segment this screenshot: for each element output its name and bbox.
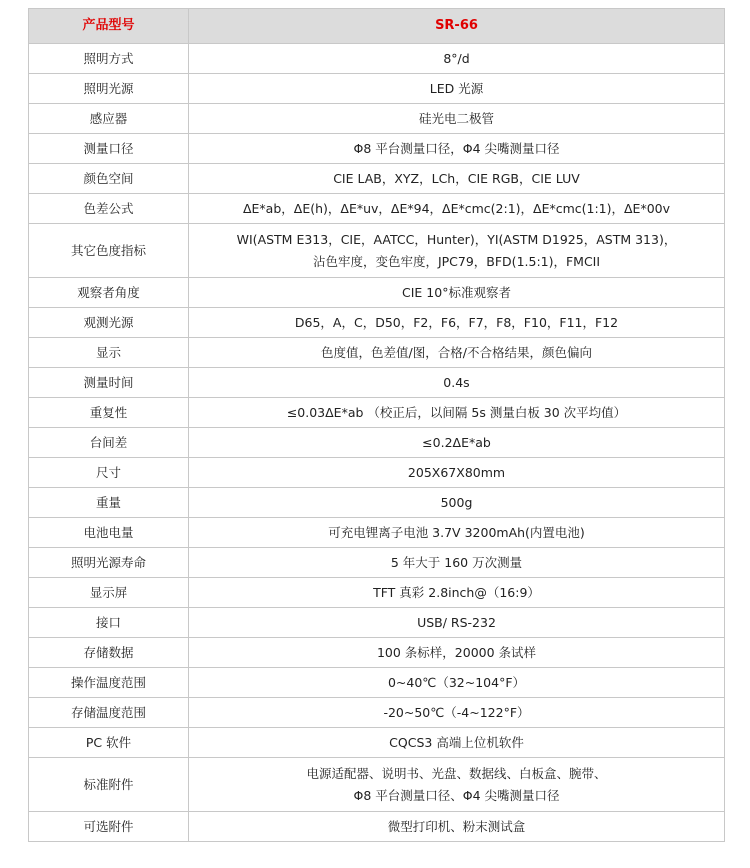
spec-value-line: 硅光电二极管 bbox=[418, 110, 494, 126]
spec-row bbox=[29, 398, 725, 428]
spec-value-line: USB/ RS-232 bbox=[417, 614, 496, 630]
spec-value-line: LED 光源 bbox=[429, 80, 484, 96]
spec-value-line: ΔE*ab，ΔE(h)，ΔE*uv，ΔE*94，ΔE*cmc(2:1)，ΔE*cmc(1:1)，ΔE*00v bbox=[242, 200, 671, 216]
spec-label: 重量 bbox=[29, 488, 189, 518]
spec-label: PC 软件 bbox=[29, 728, 189, 758]
spec-row bbox=[29, 134, 725, 164]
spec-value bbox=[189, 338, 725, 368]
spec-label: 色差公式 bbox=[29, 194, 189, 224]
spec-value-line: Φ8 平台测量口径，Φ4 尖嘴测量口径 bbox=[353, 140, 560, 156]
spec-value bbox=[189, 398, 725, 428]
spec-label: 可选附件 bbox=[29, 812, 189, 842]
spec-value-line: CQCS3 高端上位机软件 bbox=[389, 734, 524, 750]
spec-value bbox=[189, 458, 725, 488]
spec-label: 观测光源 bbox=[29, 308, 189, 338]
spec-value bbox=[189, 44, 725, 74]
spec-value-line: 0~40℃（32~104°F） bbox=[387, 674, 526, 690]
spec-row bbox=[29, 488, 725, 518]
spec-label: 台间差 bbox=[29, 428, 189, 458]
spec-value bbox=[189, 368, 725, 398]
spec-table bbox=[28, 8, 725, 842]
spec-row bbox=[29, 812, 725, 842]
spec-value-line: CIE 10°标准观察者 bbox=[402, 284, 511, 300]
spec-value-line: WI(ASTM E313，CIE，AATCC，Hunter)，YI(ASTM D1925，ASTM 313)， bbox=[236, 231, 677, 247]
spec-label: 重复性 bbox=[29, 398, 189, 428]
spec-value bbox=[189, 812, 725, 842]
spec-row bbox=[29, 308, 725, 338]
spec-row bbox=[29, 104, 725, 134]
spec-value-line: TFT 真彩 2.8inch@（16:9） bbox=[373, 584, 540, 600]
spec-label: 存储温度范围 bbox=[29, 698, 189, 728]
spec-value bbox=[189, 428, 725, 458]
spec-value-line: 500g bbox=[440, 494, 473, 510]
spec-value bbox=[189, 194, 725, 224]
spec-value-line: ≤0.03ΔE*ab （校正后，以间隔 5s 测量白板 30 次平均值） bbox=[286, 404, 627, 420]
spec-value-line: D65，A，C，D50，F2，F6，F7，F8，F10，F11，F12 bbox=[294, 314, 619, 330]
spec-label: 照明方式 bbox=[29, 44, 189, 74]
spec-row bbox=[29, 428, 725, 458]
spec-value-line: 可充电锂离子电池 3.7V 3200mAh(内置电池) bbox=[328, 524, 585, 540]
spec-label: 显示屏 bbox=[29, 578, 189, 608]
spec-value-line: 沾色牢度，变色牢度，JPC79，BFD(1.5:1)，FMCII bbox=[312, 253, 601, 269]
spec-value-line: -20~50℃（-4~122°F） bbox=[383, 704, 530, 720]
spec-label: 存储数据 bbox=[29, 638, 189, 668]
spec-row bbox=[29, 608, 725, 638]
spec-label: 电池电量 bbox=[29, 518, 189, 548]
spec-label: 测量时间 bbox=[29, 368, 189, 398]
spec-row bbox=[29, 278, 725, 308]
spec-label: 显示 bbox=[29, 338, 189, 368]
spec-value-line: 电源适配器、说明书、光盘、数据线、白板盒、腕带、 bbox=[306, 765, 607, 781]
spec-value-line: 5 年大于 160 万次测量 bbox=[390, 554, 523, 570]
spec-label: 照明光源寿命 bbox=[29, 548, 189, 578]
spec-value bbox=[189, 74, 725, 104]
spec-value bbox=[189, 728, 725, 758]
spec-label: 标准附件 bbox=[29, 758, 189, 812]
spec-value-line: 微型打印机、粉末测试盒 bbox=[387, 818, 526, 834]
spec-value bbox=[189, 578, 725, 608]
spec-label: 观察者角度 bbox=[29, 278, 189, 308]
spec-row bbox=[29, 638, 725, 668]
spec-row bbox=[29, 578, 725, 608]
spec-row bbox=[29, 758, 725, 812]
spec-row bbox=[29, 368, 725, 398]
spec-row bbox=[29, 44, 725, 74]
spec-value-line: 色度值，色差值/图，合格/不合格结果，颜色偏向 bbox=[321, 344, 592, 360]
spec-row bbox=[29, 164, 725, 194]
spec-row bbox=[29, 338, 725, 368]
spec-value bbox=[189, 308, 725, 338]
spec-value bbox=[189, 134, 725, 164]
spec-value bbox=[189, 488, 725, 518]
spec-row bbox=[29, 518, 725, 548]
spec-value-line: 0.4s bbox=[443, 374, 470, 390]
header-model-value: SR-66 bbox=[189, 9, 725, 44]
spec-value bbox=[189, 758, 725, 812]
spec-value bbox=[189, 668, 725, 698]
spec-label: 测量口径 bbox=[29, 134, 189, 164]
spec-value bbox=[189, 638, 725, 668]
spec-label: 颜色空间 bbox=[29, 164, 189, 194]
spec-row bbox=[29, 224, 725, 278]
spec-value-line: 8°/d bbox=[443, 50, 470, 66]
spec-label: 其它色度指标 bbox=[29, 224, 189, 278]
spec-table-body bbox=[29, 44, 725, 842]
spec-label: 操作温度范围 bbox=[29, 668, 189, 698]
spec-value bbox=[189, 548, 725, 578]
header-label: 产品型号 bbox=[29, 9, 189, 44]
spec-value bbox=[189, 608, 725, 638]
spec-value bbox=[189, 698, 725, 728]
spec-value bbox=[189, 164, 725, 194]
spec-value bbox=[189, 278, 725, 308]
spec-row bbox=[29, 548, 725, 578]
spec-value-line: Φ8 平台测量口径、Φ4 尖嘴测量口径 bbox=[353, 787, 560, 803]
spec-value-line: CIE LAB，XYZ，LCh，CIE RGB，CIE LUV bbox=[333, 170, 580, 186]
spec-label: 照明光源 bbox=[29, 74, 189, 104]
spec-row bbox=[29, 74, 725, 104]
spec-table-header bbox=[29, 9, 725, 44]
spec-row bbox=[29, 698, 725, 728]
spec-row bbox=[29, 194, 725, 224]
spec-label: 尺寸 bbox=[29, 458, 189, 488]
spec-value-line: 100 条标样，20000 条试样 bbox=[376, 644, 537, 660]
spec-value-line: 205X67X80mm bbox=[407, 464, 506, 480]
spec-row bbox=[29, 728, 725, 758]
spec-label: 接口 bbox=[29, 608, 189, 638]
spec-value bbox=[189, 224, 725, 278]
spec-value bbox=[189, 104, 725, 134]
spec-row bbox=[29, 458, 725, 488]
header-row bbox=[29, 9, 725, 44]
spec-label: 感应器 bbox=[29, 104, 189, 134]
spec-row bbox=[29, 668, 725, 698]
spec-value-line: ≤0.2ΔE*ab bbox=[422, 434, 491, 450]
spec-value bbox=[189, 518, 725, 548]
